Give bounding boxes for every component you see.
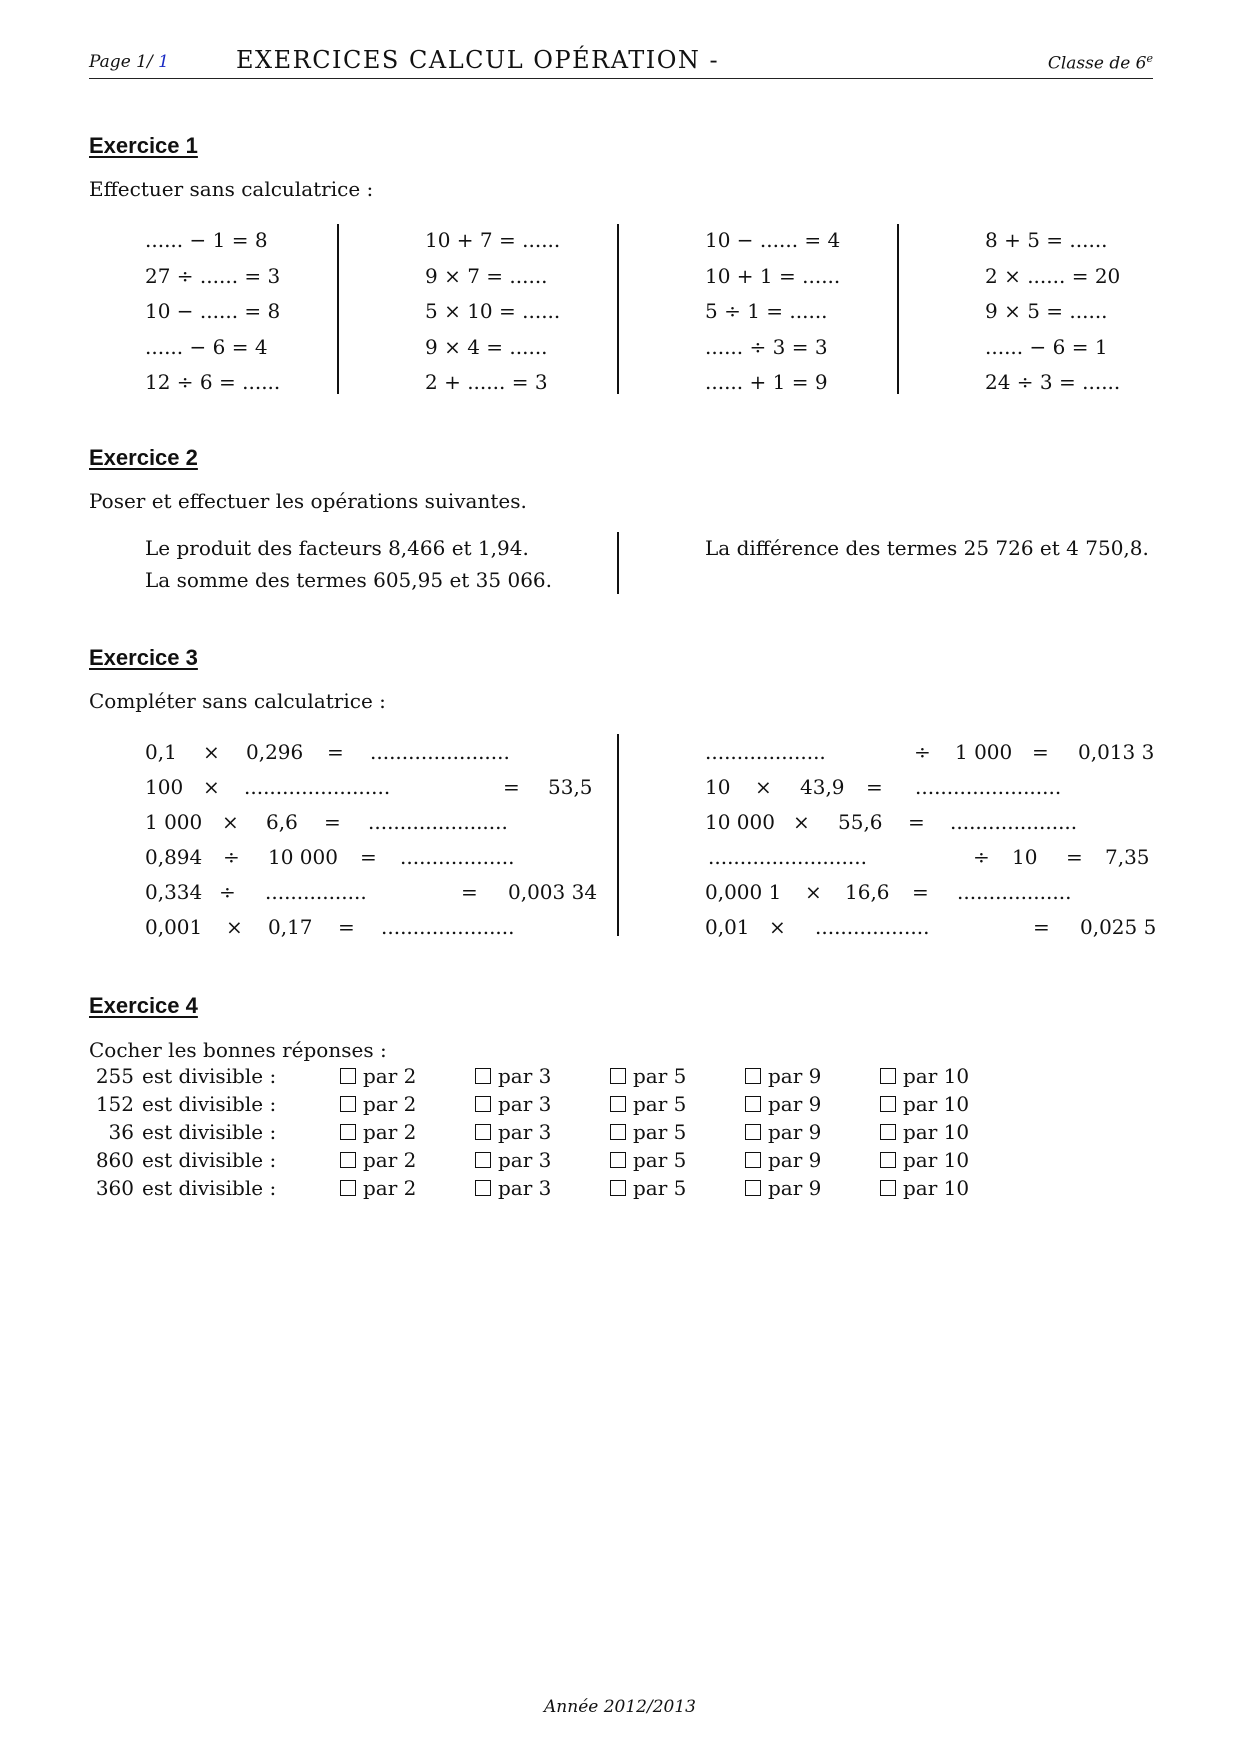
column-separator	[897, 224, 899, 394]
option-label: par 5	[633, 1092, 687, 1116]
equals-sign: =	[360, 845, 377, 869]
option-label: par 2	[363, 1064, 417, 1088]
option-label: par 9	[768, 1092, 822, 1116]
equals-sign: =	[327, 740, 344, 764]
operand-b: 6,6	[266, 810, 298, 834]
option-label: par 5	[633, 1064, 687, 1088]
checkbox[interactable]	[745, 1096, 761, 1112]
option-label: par 9	[768, 1064, 822, 1088]
divisibility-option[interactable]	[340, 1148, 416, 1172]
math-expression: ...... − 6 = 4	[145, 334, 268, 359]
checkbox[interactable]	[610, 1124, 626, 1140]
checkbox[interactable]	[610, 1068, 626, 1084]
exercise-3-title: Exercice 3	[89, 645, 198, 670]
page-counter	[89, 52, 169, 72]
math-expression: 5 × 10 = ......	[425, 299, 561, 323]
operator: ×	[203, 740, 220, 764]
operation-text: La somme des termes 605,95 et 35 066.	[145, 568, 553, 592]
exercise-1-title: Exercice 1	[89, 133, 198, 158]
operand-b: 10 000	[268, 845, 338, 869]
operand-a: .........................	[708, 845, 867, 869]
math-expression: 27 ÷ ...... = 3	[145, 263, 281, 288]
divisibility-option[interactable]	[745, 1120, 821, 1144]
exercise-3-grid	[0, 740, 1240, 950]
operand-a: 10	[705, 775, 731, 799]
operator: ÷	[223, 845, 240, 869]
checkbox[interactable]	[340, 1152, 356, 1168]
equals-sign: =	[1066, 845, 1083, 869]
option-label: par 3	[498, 1064, 552, 1088]
option-label: par 3	[498, 1120, 552, 1144]
math-expression: ...... + 1 = 9	[705, 370, 828, 394]
exercise-2-list	[0, 536, 1240, 606]
math-expression: 10 − ...... = 8	[145, 299, 281, 323]
math-expression: 2 × ...... = 20	[985, 263, 1121, 288]
operator: ×	[222, 810, 239, 834]
math-expression: 9 × 7 = ......	[425, 263, 548, 288]
divisibility-option[interactable]	[745, 1092, 821, 1116]
checkbox[interactable]	[475, 1068, 491, 1084]
operand-a: 1 000	[145, 810, 203, 834]
exercise-4-instruction: Cocher les bonnes réponses :	[89, 1038, 387, 1062]
school-year-footer: Année 2012/2013	[544, 1697, 696, 1717]
checkbox[interactable]	[880, 1152, 896, 1168]
checkbox[interactable]	[475, 1124, 491, 1140]
column-separator	[617, 734, 619, 936]
divisibility-option[interactable]	[610, 1064, 686, 1088]
equals-sign: =	[461, 880, 478, 904]
checkbox[interactable]	[745, 1124, 761, 1140]
checkbox[interactable]	[880, 1180, 896, 1196]
operand-b: 55,6	[838, 810, 883, 834]
option-label: par 10	[903, 1148, 970, 1172]
divisibility-option[interactable]	[340, 1120, 416, 1144]
equals-sign: =	[912, 880, 929, 904]
operand-a: 0,334	[145, 880, 203, 904]
operator: ×	[769, 915, 786, 939]
divisibility-option[interactable]	[475, 1176, 551, 1200]
result: 0,025 5	[1080, 915, 1157, 939]
checkbox[interactable]	[340, 1096, 356, 1112]
option-label: par 10	[903, 1176, 970, 1200]
operator: ×	[755, 775, 772, 799]
option-label: par 10	[903, 1092, 970, 1116]
exercise-1-instruction: Effectuer sans calculatrice :	[89, 177, 374, 201]
operator: ×	[793, 810, 810, 834]
divisibility-option[interactable]	[880, 1092, 969, 1116]
exercise-1-grid	[0, 228, 1240, 408]
operand-a: 0,1	[145, 740, 177, 764]
result: ......................	[370, 740, 510, 764]
checkbox[interactable]	[475, 1180, 491, 1196]
divisible-number: 255	[95, 1064, 134, 1088]
divisibility-option[interactable]	[340, 1064, 416, 1088]
class-level-sup: e	[1146, 52, 1153, 65]
operand-b: 10	[1012, 845, 1038, 869]
operand-b: 0,17	[268, 915, 313, 939]
math-expression: ...... ÷ 3 = 3	[705, 334, 828, 359]
divisibility-option[interactable]	[475, 1148, 551, 1172]
checkbox[interactable]	[610, 1096, 626, 1112]
option-label: par 3	[498, 1176, 552, 1200]
result: 7,35	[1105, 845, 1150, 869]
divisible-label: est divisible :	[142, 1148, 277, 1172]
operator: ×	[203, 775, 220, 799]
divisible-number: 152	[95, 1092, 134, 1116]
result: ..................	[957, 880, 1072, 904]
operand-a: 0,894	[145, 845, 203, 869]
option-label: par 2	[363, 1120, 417, 1144]
operator: ÷	[219, 880, 236, 904]
divisibility-option[interactable]	[475, 1092, 551, 1116]
divisibility-option[interactable]	[880, 1064, 969, 1088]
divisibility-option[interactable]	[880, 1148, 969, 1172]
checkbox[interactable]	[475, 1096, 491, 1112]
option-label: par 9	[768, 1148, 822, 1172]
divisibility-option[interactable]	[475, 1064, 551, 1088]
equals-sign: =	[503, 775, 520, 799]
checkbox[interactable]	[745, 1068, 761, 1084]
math-expression: 5 ÷ 1 = ......	[705, 299, 828, 323]
exercise-4-table	[0, 1064, 1240, 1214]
exercise-2-title: Exercice 2	[89, 445, 198, 470]
checkbox[interactable]	[880, 1124, 896, 1140]
option-label: par 2	[363, 1176, 417, 1200]
result: ......................	[368, 810, 508, 834]
divisible-number: 360	[95, 1176, 134, 1200]
operand-b: .......................	[244, 775, 391, 799]
math-expression: 12 ÷ 6 = ......	[145, 370, 281, 394]
equals-sign: =	[866, 775, 883, 799]
operand-b: 16,6	[845, 880, 890, 904]
option-label: par 10	[903, 1120, 970, 1144]
checkbox[interactable]	[745, 1152, 761, 1168]
math-expression: ...... − 1 = 8	[145, 228, 268, 252]
math-expression: 10 + 7 = ......	[425, 228, 561, 252]
option-label: par 3	[498, 1148, 552, 1172]
result: ..................	[400, 845, 515, 869]
exercise-2-instruction: Poser et effectuer les opérations suivantes.	[89, 489, 527, 513]
operator: ÷	[914, 740, 931, 764]
divisibility-option[interactable]	[745, 1064, 821, 1088]
operand-a: ...................	[705, 740, 826, 764]
result: ....................	[950, 810, 1078, 834]
operation-text: Le produit des facteurs 8,466 et 1,94.	[145, 536, 529, 560]
option-label: par 9	[768, 1176, 822, 1200]
column-separator	[617, 224, 619, 394]
math-expression: ...... − 6 = 1	[985, 334, 1108, 359]
divisible-label: est divisible :	[142, 1064, 277, 1088]
divisibility-option[interactable]	[880, 1120, 969, 1144]
checkbox[interactable]	[610, 1152, 626, 1168]
class-level-label: Classe de 6	[1047, 53, 1147, 74]
math-expression: 10 − ...... = 4	[705, 228, 841, 252]
checkbox[interactable]	[745, 1180, 761, 1196]
equals-sign: =	[324, 810, 341, 834]
option-label: par 5	[633, 1148, 687, 1172]
divisibility-option[interactable]	[610, 1092, 686, 1116]
checkbox[interactable]	[475, 1152, 491, 1168]
math-expression: 9 × 5 = ......	[985, 299, 1108, 323]
operand-a: 0,000 1	[705, 880, 782, 904]
operand-a: 0,01	[705, 915, 750, 939]
divisible-label: est divisible :	[142, 1120, 277, 1144]
result: 0,013 3	[1078, 740, 1155, 764]
operand-b: ..................	[815, 915, 930, 939]
column-separator	[617, 532, 619, 594]
option-label: par 9	[768, 1120, 822, 1144]
equals-sign: =	[1033, 915, 1050, 939]
header-rule	[89, 78, 1153, 79]
divisibility-option[interactable]	[340, 1176, 416, 1200]
option-label: par 5	[633, 1120, 687, 1144]
operand-b: 43,9	[800, 775, 845, 799]
class-level	[1048, 52, 1153, 74]
divisibility-option[interactable]	[610, 1120, 686, 1144]
result: 53,5	[548, 775, 593, 799]
divisibility-option[interactable]	[475, 1120, 551, 1144]
divisibility-option[interactable]	[880, 1176, 969, 1200]
equals-sign: =	[908, 810, 925, 834]
checkbox[interactable]	[880, 1068, 896, 1084]
operator: ×	[226, 915, 243, 939]
operation-text: La différence des termes 25 726 et 4 750,8.	[705, 536, 1149, 560]
divisible-label: est divisible :	[142, 1092, 277, 1116]
operator: ÷	[973, 845, 990, 869]
operand-a: 10 000	[705, 810, 775, 834]
math-expression: 2 + ...... = 3	[425, 370, 548, 394]
divisibility-option[interactable]	[745, 1148, 821, 1172]
operand-b: 1 000	[955, 740, 1013, 764]
exercise-4-title: Exercice 4	[89, 993, 198, 1018]
checkbox[interactable]	[610, 1180, 626, 1196]
divisible-label: est divisible :	[142, 1176, 277, 1200]
divisibility-option[interactable]	[340, 1092, 416, 1116]
option-label: par 2	[363, 1148, 417, 1172]
equals-sign: =	[1032, 740, 1049, 764]
page-counter-prefix: Page 1/	[89, 52, 153, 72]
checkbox[interactable]	[340, 1124, 356, 1140]
divisible-number: 860	[95, 1148, 134, 1172]
result: .......................	[915, 775, 1062, 799]
checkbox[interactable]	[880, 1096, 896, 1112]
operator: ×	[805, 880, 822, 904]
result: .....................	[381, 915, 515, 939]
divisibility-option[interactable]	[745, 1176, 821, 1200]
option-label: par 3	[498, 1092, 552, 1116]
option-label: par 10	[903, 1064, 970, 1088]
operand-a: 0,001	[145, 915, 203, 939]
divisible-number: 36	[108, 1120, 134, 1144]
math-expression: 10 + 1 = ......	[705, 263, 841, 288]
page-total-link[interactable]: 1	[158, 52, 169, 72]
math-expression: 24 ÷ 3 = ......	[985, 370, 1121, 394]
option-label: par 5	[633, 1176, 687, 1200]
operand-b: ................	[265, 880, 367, 904]
math-expression: 9 × 4 = ......	[425, 334, 548, 359]
divisibility-option[interactable]	[610, 1148, 686, 1172]
result: 0,003 34	[508, 880, 598, 904]
checkbox[interactable]	[340, 1068, 356, 1084]
operand-b: 0,296	[246, 740, 304, 764]
column-separator	[337, 224, 339, 394]
divisibility-option[interactable]	[610, 1176, 686, 1200]
operand-a: 100	[145, 775, 184, 799]
exercise-3-instruction: Compléter sans calculatrice :	[89, 689, 386, 713]
equals-sign: =	[338, 915, 355, 939]
checkbox[interactable]	[340, 1180, 356, 1196]
option-label: par 2	[363, 1092, 417, 1116]
math-expression: 8 + 5 = ......	[985, 228, 1108, 252]
document-title: EXERCICES CALCUL OPÉRATION -	[236, 46, 720, 74]
